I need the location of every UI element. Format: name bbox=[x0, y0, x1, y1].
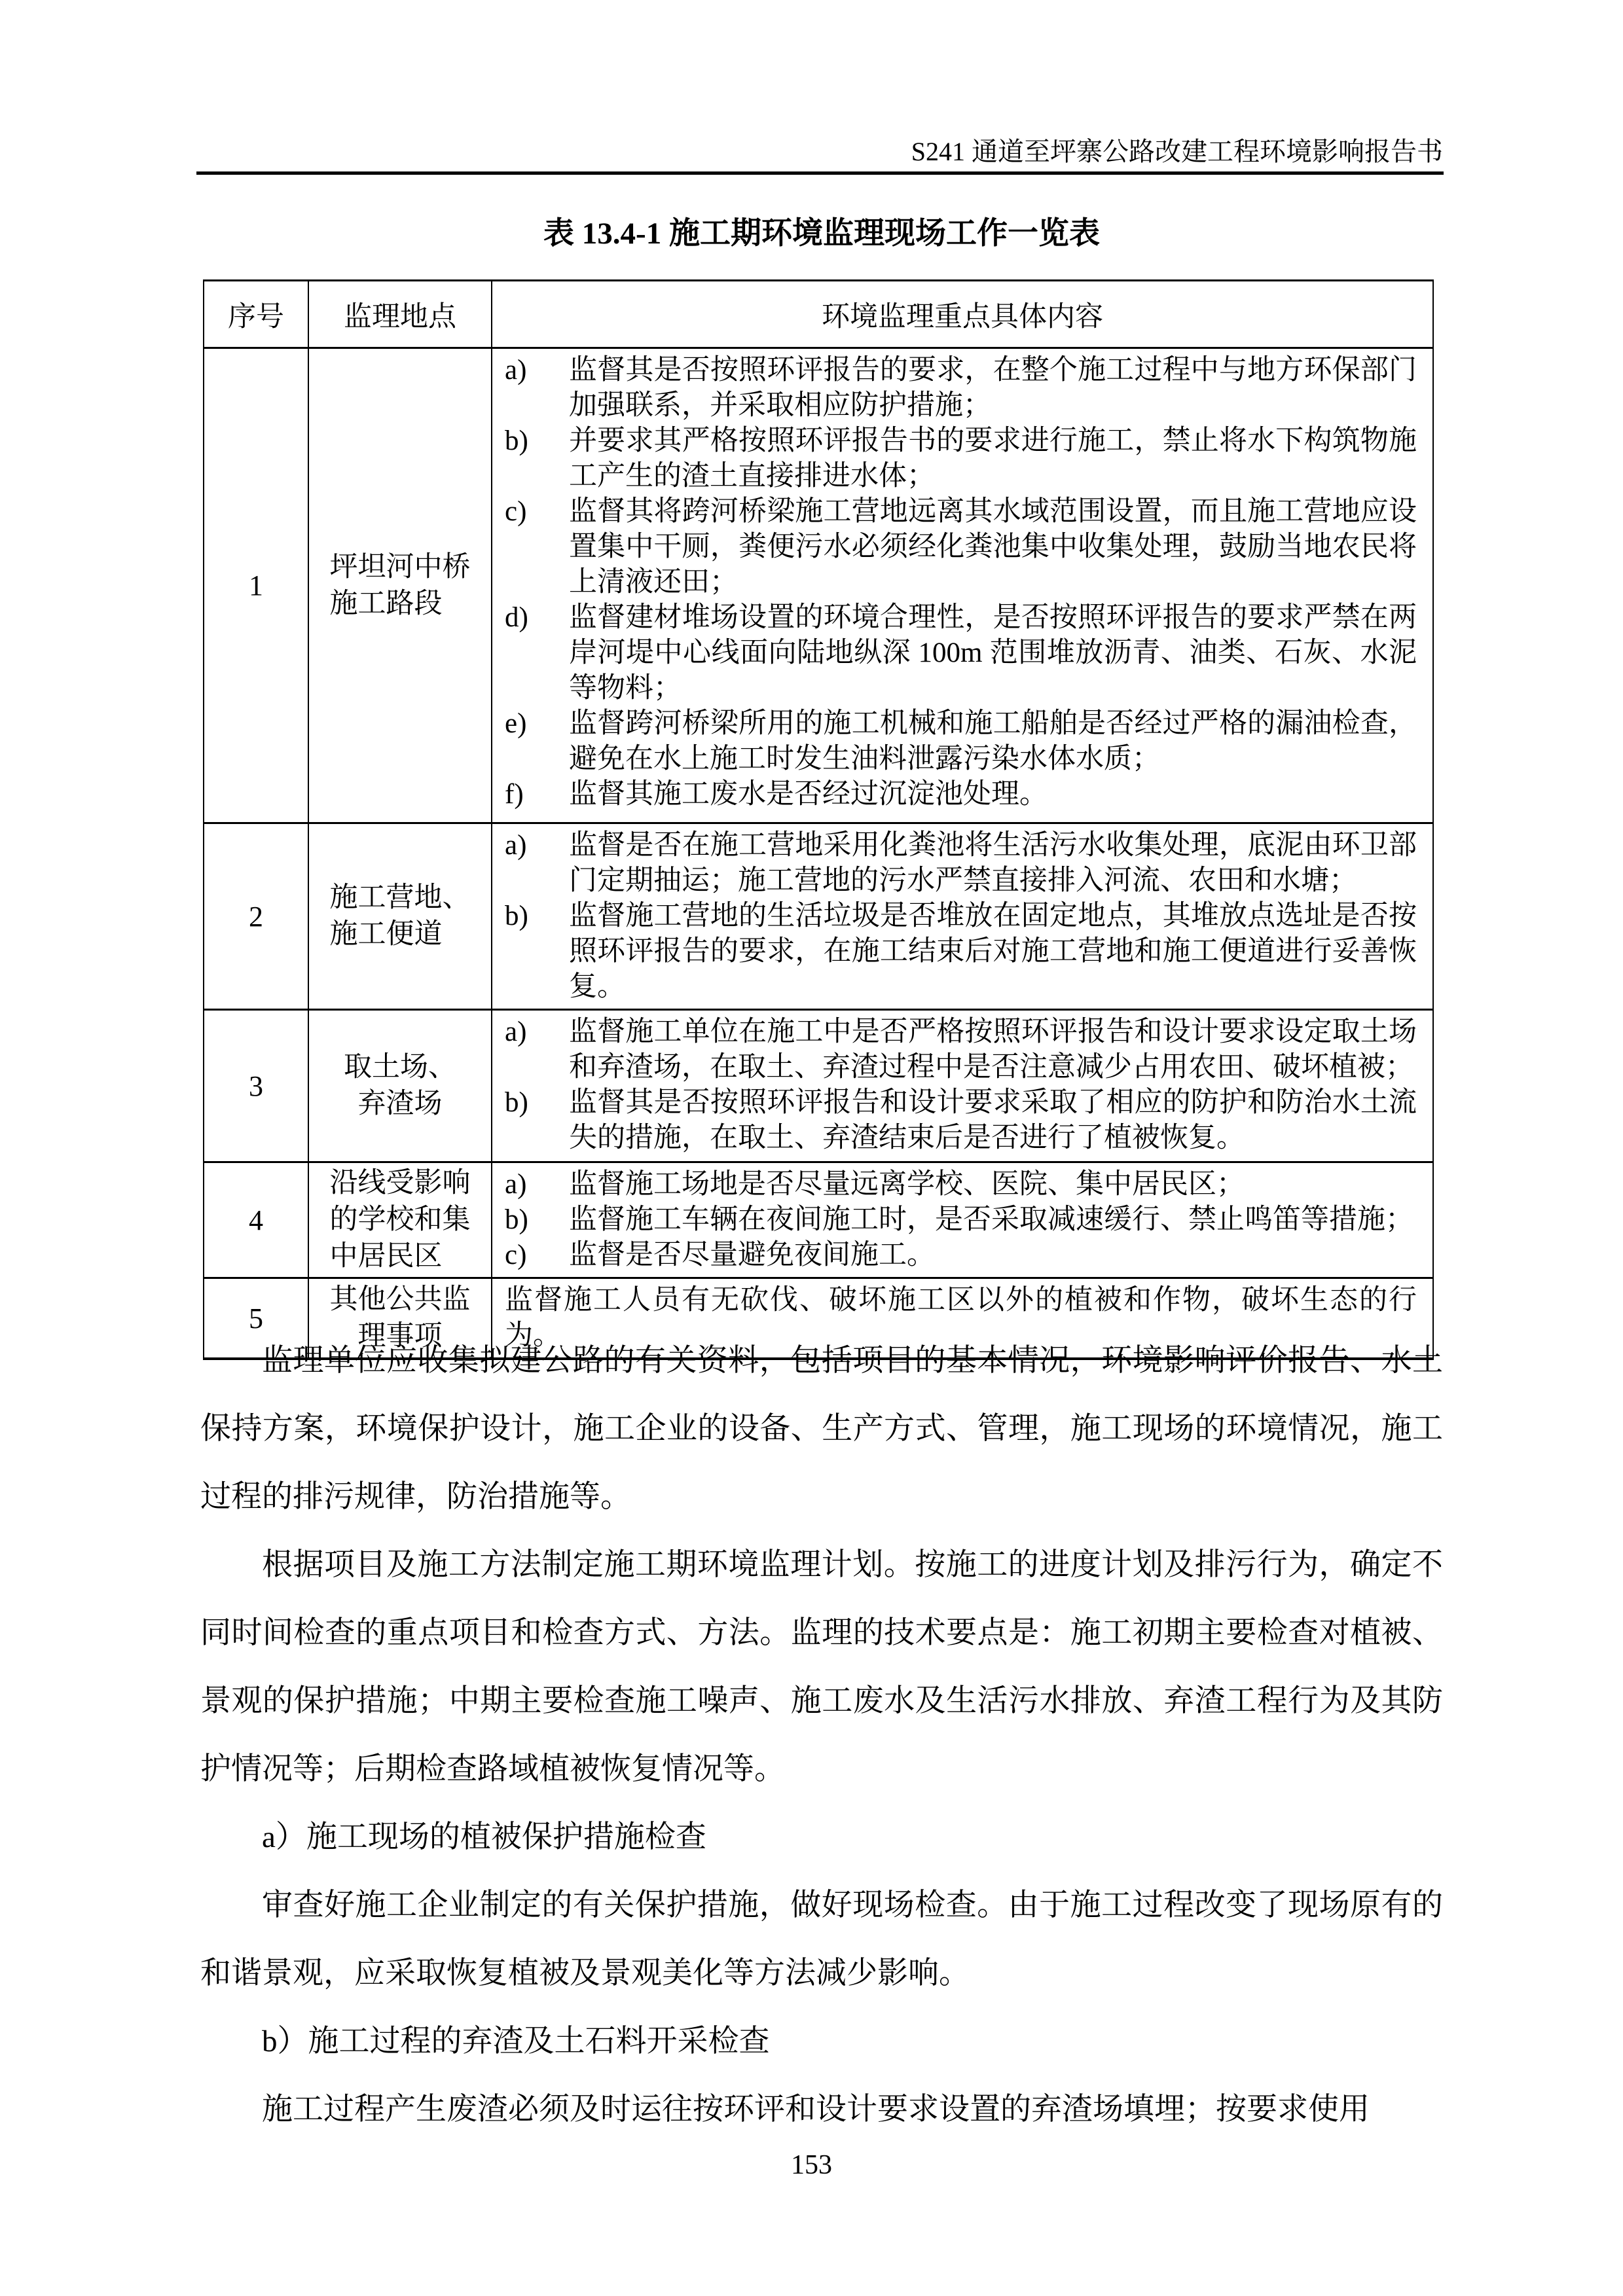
location-line: 其他公共监 bbox=[329, 1284, 471, 1315]
supervision-table bbox=[203, 279, 1434, 1360]
location-label bbox=[330, 549, 471, 622]
content-item bbox=[505, 1167, 1417, 1202]
item-marker: b) bbox=[505, 1087, 528, 1118]
row-number-cell bbox=[204, 824, 309, 1009]
row-number: 4 bbox=[249, 1204, 263, 1236]
location-line: 沿线受影响 bbox=[329, 1168, 471, 1198]
table-row bbox=[204, 1011, 1432, 1163]
location-line: 施工便道 bbox=[329, 919, 443, 950]
item-marker: b) bbox=[505, 901, 528, 931]
location-line: 取土场、 bbox=[344, 1052, 456, 1083]
item-text: 监督施工单位在施工中是否严格按照环评报告和设计要求设定取土场和弃渣场，在取土、弃渣过程中是否注意减少占用农田、破坏植被； bbox=[569, 1016, 1417, 1083]
row-number: 3 bbox=[249, 1069, 263, 1102]
content-item bbox=[505, 1238, 1417, 1273]
item-text: 监督其是否按照环评报告的要求，在整个施工过程中与地方环保部门加强联系，并采取相应防护措施； bbox=[569, 355, 1417, 421]
running-header: S241 通道至坪寨公路改建工程环境影响报告书 bbox=[911, 137, 1443, 166]
item-text: 监督其将跨河桥梁施工营地远离其水域范围设置，而且施工营地应设置集中干厕，粪便污水必须经化粪池集中收集处理，鼓励当地农民将上清液还田； bbox=[569, 496, 1417, 598]
item-marker: b) bbox=[505, 425, 528, 456]
location-line: 施工路段 bbox=[329, 588, 443, 619]
item-marker: a) bbox=[505, 1169, 527, 1200]
content-item bbox=[505, 423, 1417, 494]
paragraph: 监理单位应收集拟建公路的有关资料，包括项目的基本情况，环境影响评价报告、水土保持方案，环境保护设计，施工企业的设备、生产方式、管理，施工现场的环境情况，施工过程的排污规律，防治措施等。 bbox=[200, 1344, 1443, 1514]
item-text: 监督施工人员有无砍伐、破坏施工区以外的植被和作物，破坏生态的行为。 bbox=[505, 1285, 1417, 1351]
content-item bbox=[505, 706, 1417, 777]
location-label bbox=[330, 1165, 471, 1275]
item-text: 监督施工车辆在夜间施工时，是否采取减速缓行、禁止鸣笛等措施； bbox=[569, 1204, 1413, 1235]
item-marker: a) bbox=[505, 1016, 527, 1047]
location-cell bbox=[309, 1011, 492, 1161]
column-header: 序号 bbox=[204, 281, 309, 347]
column-header: 监理地点 bbox=[309, 281, 492, 347]
table-row bbox=[204, 824, 1432, 1011]
item-text: 监督施工营地的生活垃圾是否堆放在固定地点，其堆放点选址是否按照环评报告的要求，在施工结束后对施工营地和施工便道进行妥善恢复。 bbox=[569, 901, 1417, 1002]
item-text: 监督建材堆场设置的环境合理性，是否按照环评报告的要求严禁在两岸河堤中心线面向陆地纵深 100m 范围堆放沥青、油类、石灰、水泥等物料； bbox=[569, 602, 1417, 704]
content-cell bbox=[492, 349, 1432, 822]
table-row bbox=[204, 1163, 1432, 1279]
row-number-cell bbox=[204, 1011, 309, 1161]
row-number-cell bbox=[204, 349, 309, 822]
item-marker: a) bbox=[505, 830, 527, 861]
location-line: 理事项 bbox=[357, 1321, 443, 1352]
item-marker: c) bbox=[505, 496, 527, 527]
item-marker: a) bbox=[505, 355, 527, 386]
item-text: 监督是否在施工营地采用化粪池将生活污水收集处理，底泥由环卫部门定期抽运；施工营地的污水严禁直接排入河流、农田和水塘； bbox=[569, 830, 1417, 896]
item-text: 监督跨河桥梁所用的施工机械和施工船舶是否经过严格的漏油检查，避免在水上施工时发生油料泄露污染水体水质； bbox=[569, 708, 1417, 774]
row-number: 2 bbox=[249, 900, 263, 933]
table-caption: 表 13.4-1 施工期环境监理现场工作一览表 bbox=[543, 217, 1100, 251]
content-item bbox=[505, 777, 1417, 812]
column-header: 环境监理重点具体内容 bbox=[822, 301, 1103, 332]
content-item bbox=[505, 600, 1417, 706]
location-cell bbox=[309, 824, 492, 1009]
content-item bbox=[505, 828, 1417, 899]
item-marker: d) bbox=[505, 602, 528, 633]
location-label bbox=[344, 1049, 456, 1122]
item-marker: c) bbox=[505, 1240, 527, 1270]
paragraph: 施工过程产生废渣必须及时运往按环评和设计要求设置的弃渣场填埋；按要求使用 bbox=[262, 2092, 1370, 2126]
row-number: 1 bbox=[249, 569, 263, 601]
content-item bbox=[505, 1014, 1417, 1085]
paragraph: 审查好施工企业制定的有关保护措施，做好现场检查。由于施工过程改变了现场原有的和谐景观，应采取恢复植被及景观美化等方法减少影响。 bbox=[200, 1888, 1443, 1990]
item-text: 监督其施工废水是否经过沉淀池处理。 bbox=[569, 779, 1048, 810]
content-cell bbox=[492, 824, 1432, 1009]
location-label bbox=[330, 880, 471, 953]
content-item bbox=[505, 899, 1417, 1005]
item-marker: b) bbox=[505, 1204, 528, 1235]
page-number: 153 bbox=[791, 2150, 832, 2180]
item-text: 监督是否尽量避免夜间施工。 bbox=[569, 1240, 935, 1270]
item-marker: e) bbox=[505, 708, 527, 739]
item-text: 监督其是否按照环评报告和设计要求采取了相应的防护和防治水土流失的措施，在取土、弃渣结束后是否进行了植被恢复。 bbox=[569, 1087, 1417, 1153]
location-line: 弃渣场 bbox=[357, 1088, 443, 1119]
item-text: 并要求其严格按照环评报告书的要求进行施工，禁止将水下构筑物施工产生的渣土直接排进水体； bbox=[569, 425, 1417, 492]
row-number: 5 bbox=[249, 1302, 263, 1335]
content-item bbox=[505, 353, 1417, 423]
paragraph: 根据项目及施工方法制定施工期环境监理计划。按施工的进度计划及排污行为，确定不同时间检查的重点项目和检查方式、方法。监理的技术要点是：施工初期主要检查对植被、景观的保护措施；中期主要检查施工噪声、施工废水及生活污水排放、弃渣工程行为及其防护情况等；后期检查路域植被恢复情况等。 bbox=[200, 1548, 1443, 1786]
location-cell bbox=[309, 349, 492, 822]
content-item bbox=[505, 1085, 1417, 1156]
location-line: 的学校和集 bbox=[329, 1204, 471, 1235]
content-item bbox=[505, 494, 1417, 600]
location-cell bbox=[309, 1163, 492, 1277]
item-marker: f) bbox=[505, 779, 524, 810]
location-line: 中居民区 bbox=[329, 1241, 443, 1272]
content-cell bbox=[492, 1163, 1432, 1277]
paragraph: b）施工过程的弃渣及土石料开采检查 bbox=[262, 2024, 770, 2058]
body-paragraphs bbox=[200, 1327, 1443, 2144]
table-header-row bbox=[204, 281, 1432, 349]
table-row bbox=[204, 349, 1432, 824]
content-cell bbox=[492, 1011, 1432, 1161]
header-rule bbox=[196, 171, 1444, 175]
row-number-cell bbox=[204, 1163, 309, 1277]
paragraph: a）施工现场的植被保护措施检查 bbox=[262, 1820, 706, 1854]
location-line: 施工营地、 bbox=[329, 882, 471, 913]
item-text: 监督施工场地是否尽量远离学校、医院、集中居民区； bbox=[569, 1169, 1245, 1200]
content-item bbox=[505, 1202, 1417, 1238]
location-line: 坪坦河中桥 bbox=[329, 551, 471, 583]
